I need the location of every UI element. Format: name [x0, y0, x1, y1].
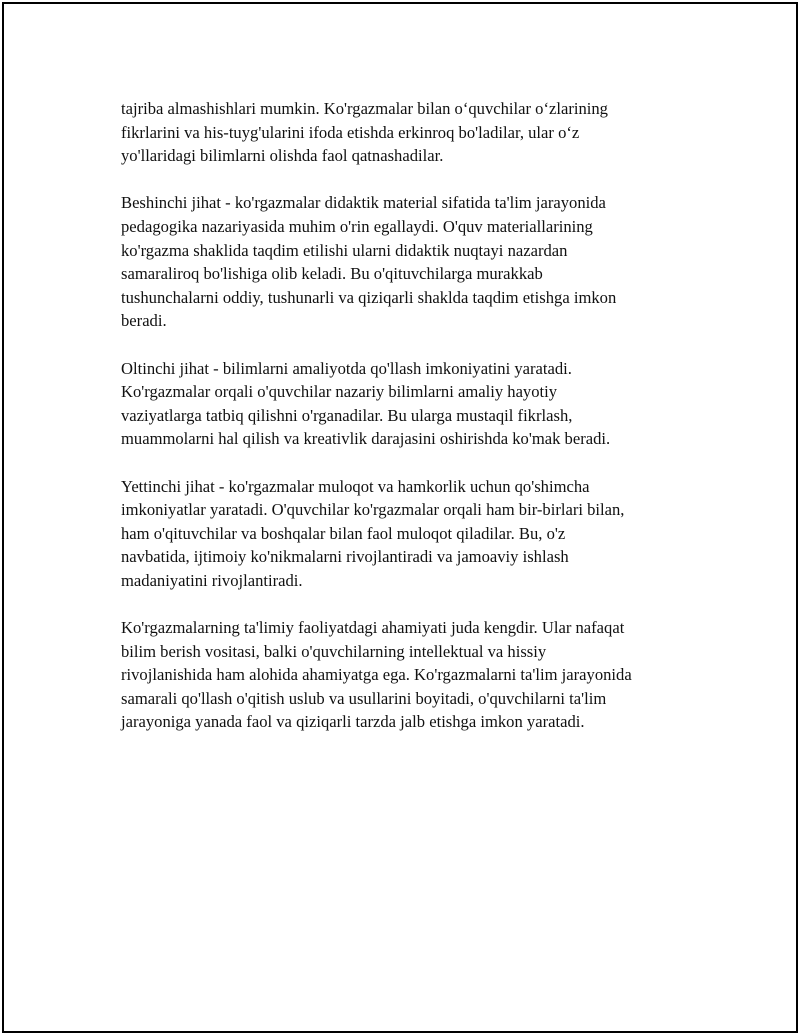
- text-line: bilim berish vositasi, balki o'quvchilarning intellektual va hissiy: [121, 641, 547, 661]
- text-line: tushunchalarni oddiy, tushunarli va qiziqarli shaklda taqdim etishga imkon: [121, 287, 617, 307]
- text-line: beradi.: [121, 311, 167, 331]
- paragraph-continuation: [121, 97, 711, 168]
- text-line: jarayoniga yanada faol va qiziqarli tarzda jalb etishga imkon yaratadi.: [121, 712, 585, 732]
- page-frame: [2, 2, 798, 1033]
- text-line: samarali qo'llash o'qitish uslub va usullarini boyitadi, o'quvchilarni ta'lim: [121, 688, 607, 708]
- text-line: rivojlanishida ham alohida ahamiyatga ega. Ko'rgazmalarni ta'lim jarayonida: [121, 665, 632, 685]
- paragraph-seventh-aspect: [121, 475, 711, 593]
- text-line: tajriba almashishlari mumkin. Ko'rgazmalar bilan o‘quvchilar o‘zlarining: [121, 99, 608, 118]
- text-line: samaraliroq bo'lishiga olib keladi. Bu o'qituvchilarga murakkab: [121, 264, 543, 284]
- text-line: Beshinchi jihat - ko'rgazmalar didaktik material sifatida ta'lim jarayonida: [121, 193, 606, 213]
- text-line: madaniyatini rivojlantiradi.: [121, 570, 303, 590]
- text-line: ham o'qituvchilar va boshqalar bilan faol muloqot qiladilar. Bu, o'z: [121, 523, 566, 543]
- text-line: ko'rgazma shaklida taqdim etilishi ularni didaktik nuqtayi nazardan: [121, 240, 568, 260]
- text-line: imkoniyatlar yaratadi. O'quvchilar ko'rgazmalar orqali ham bir-birlari bilan,: [121, 500, 625, 520]
- text-line: pedagogika nazariyasida muhim o'rin egallaydi. O'quv materiallarining: [121, 216, 593, 236]
- text-line: Oltinchi jihat - bilimlarni amaliyotda qo'llash imkoniyatini yaratadi.: [121, 358, 572, 378]
- paragraph-sixth-aspect: [121, 357, 711, 451]
- text-line: vaziyatlarga tatbiq qilishni o'rganadilar. Bu ularga mustaqil fikrlash,: [121, 405, 573, 425]
- paragraph-fifth-aspect: [121, 191, 711, 333]
- text-line: navbatida, ijtimoiy ko'nikmalarni rivojlantiradi va jamoaviy ishlash: [121, 547, 569, 567]
- text-line: Ko'rgazmalar orqali o'quvchilar nazariy bilimlarni amaliy hayotiy: [121, 382, 558, 402]
- paragraph-conclusion: [121, 616, 711, 734]
- text-line: fikrlarini va his-tuyg'ularini ifoda etishda erkinroq bo'ladilar, ular o‘z: [121, 122, 580, 142]
- text-line: Yettinchi jihat - ko'rgazmalar muloqot va hamkorlik uchun qo'shimcha: [121, 476, 590, 496]
- document-body: [121, 97, 711, 758]
- text-line: Ko'rgazmalarning ta'limiy faoliyatdagi ahamiyati juda kengdir. Ular nafaqat: [121, 618, 625, 638]
- text-line: muammolarni hal qilish va kreativlik darajasini oshirishda ko'mak beradi.: [121, 429, 611, 449]
- text-line: yo'llaridagi bilimlarni olishda faol qatnashadilar.: [121, 146, 444, 166]
